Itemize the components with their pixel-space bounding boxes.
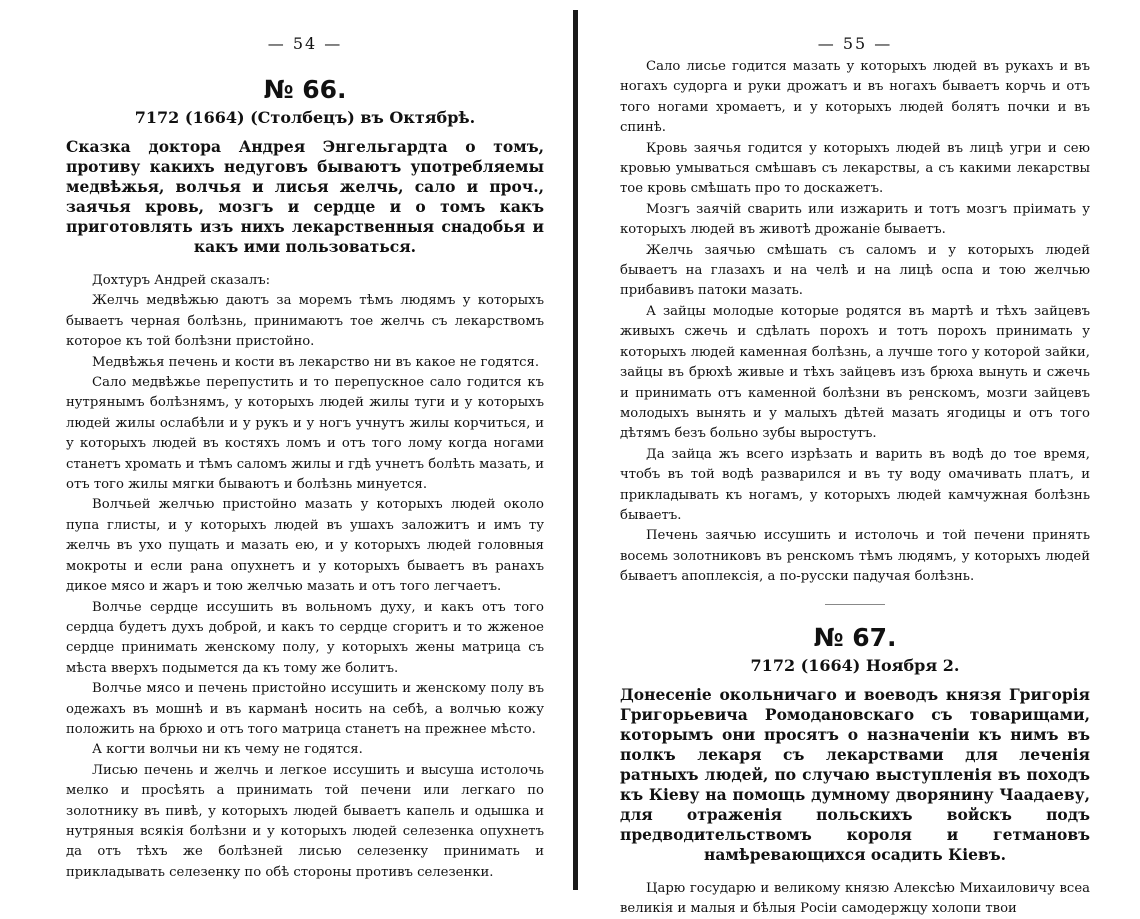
paragraph: Мозгъ заячій сварить или изжарить и тотъ мозгъ пріимать у которыхъ людей въ животѣ дрожаніе бываетъ. <box>620 201 1090 238</box>
paragraph: Сало медвѣжье перепустить и то перепускное сало годится къ нутрянымъ болѣзнямъ, у которыхъ людей жилы туги и у которыхъ людей жилы ослабѣли и у рукъ и у ногъ учнутъ жилы корчиться, и у которыхъ людей въ костяхъ ломъ и отъ того лому когда ногами станетъ хромать и тѣмъ саломъ жилы и гдѣ учнетъ болѣть мазать, и отъ того жилы мягки бываютъ и болѣзнь минуется. <box>66 375 544 493</box>
book-gutter <box>573 10 578 890</box>
page-number-right: — 55 — <box>817 34 893 53</box>
left-page <box>0 0 572 896</box>
section-divider <box>825 604 885 605</box>
paragraph: Волчье сердце иссушить въ вольномъ духу, и какъ отъ того сердца будетъ духъ доброй, и какъ то сердце сгоритъ и то жженое сердце принимать женскому полу, у которыхъ жены матрица съ мѣста вверхъ подымется да къ тому же болитъ. <box>66 599 544 676</box>
paragraph: А зайцы молодые которые родятся въ мартѣ и тѣхъ зайцевъ живыхъ сжечь и сдѣлать порохъ и тотъ порохъ принимать у которыхъ людей каменная болѣзнь, а лучше того у которой зайки, зайцы въ брюхѣ живые и тѣхъ зайцевъ изъ брюха вынуть и сжечь и принимать отъ каменной болѣзни въ ренскомъ, мозги зайцевъ молодыхъ вынять и у малыхъ дѣтей мазать ягодицы и отъ того дѣтямъ безъ больно зубы выростутъ. <box>620 303 1090 442</box>
paragraph: Лисью печень и желчь и легкое иссушить и высушa истолочь мелко и просѣять а принимать той печени или легкаго по золотнику въ пивѣ, у которыхъ людей бываетъ капель и одышка и нутряныя всякія болѣзни и у которыхъ людей селезенка опухнетъ да отъ тѣхъ же болѣзней лисью селезенку принимать и прикладывать селезенку по обѣ стороны противъ селезенки. <box>66 762 544 880</box>
closing-paragraph: Царю государю и великому князю Алексѣю Михаиловичу всеа великія и малыя и бѣлыя Росіи самодержцу холопи твои <box>620 880 1090 916</box>
paragraph: Да зайца жъ всего изрѣзать и варить въ водѣ до тое время, чтобъ въ той водѣ разварился и въ ту воду омачивать платъ, и прикладывать къ ногамъ, у которыхъ людей камчужная болѣзнь бываетъ. <box>620 446 1090 523</box>
paragraph: Волчьей желчью пристойно мазать у которыхъ людей около пупа глисты, и у которыхъ людей въ ушахъ заложитъ и имъ ту желчь въ ухо пущать и мазать ею, и у которыхъ людей головныя мокроты и если рана опухнетъ и у которыхъ бываетъ въ ранахъ дикое мясо и жаръ и тою желчью мазать и отъ того легчаетъ. <box>66 497 544 595</box>
paragraph: Сало лисье годится мазать у которыхъ людей въ рукахъ и въ ногахъ судорга и руки дрожатъ и въ ногахъ бываетъ корчь и отъ того ногами хромаетъ, и у которыхъ людей болятъ почки и въ спинѣ. <box>620 59 1090 136</box>
document-number-66: № 66. <box>263 75 347 104</box>
document-date-66: 7172 (1664) (Столбецъ) въ Октябрѣ. <box>134 108 476 127</box>
paragraph: Желчь медвѣжью даютъ за моремъ тѣмъ людямъ у которыхъ бываетъ черная болѣзнь, принимаютъ тое желчь съ лекарствомъ которое къ той болѣзни пристойно. <box>66 293 544 350</box>
document-title-66: Сказка доктора Андрея Энгельгардта о томъ, противу какихъ недуговъ бываютъ употребляемы медвѣжья, волчья и лисья желчь, сало и проч., заячья кровь, мозгъ и сердце и о томъ какъ приготовлять изъ нихъ лекарственныя снадобья и какъ ими пользоваться. <box>66 137 544 256</box>
paragraph: Кровь заячья годится у которыхъ людей въ лицѣ угри и сею кровью умываться смѣшавъ съ лекарствы, а съ какими лекарствы тое кровь смѣшать про то доскажетъ. <box>620 140 1090 197</box>
paragraph: Желчь заячью смѣшать съ саломъ и у которыхъ людей бываетъ на глазахъ и на челѣ и на лицѣ оспа и тою желчью прибавивъ патоки мазать. <box>620 242 1090 299</box>
paragraph: Медвѣжья печень и кости въ лекарство ни въ какое не годятся. <box>92 354 540 370</box>
document-date-67: 7172 (1664) Ноября 2. <box>750 655 960 675</box>
page-number-left: — 54 — <box>267 34 343 53</box>
paragraph: Печень заячью иссушить и истолочь и той печени принять восемь золотниковъ въ ренскомъ тѣмъ людямъ, у которыхъ людей бываетъ апоплексія, а по-русски падучая болѣзнь. <box>620 528 1090 585</box>
paragraph: А когти волчьи ни къ чему не годятся. <box>92 742 363 758</box>
speaker-line: Дохтуръ Андрей сказалъ: <box>92 273 271 288</box>
paragraph: Волчье мясо и печень пристойно иссушить и женскому полу въ одежахъ въ мошнѣ и въ карманѣ носить на себѣ, а волчью кожу положить на брюхо и отъ того матрица станетъ на прежнее мѣсто. <box>66 681 544 737</box>
right-page <box>580 0 1140 916</box>
document-number-67: № 67. <box>813 622 897 652</box>
document-title-67: Донесеніе окольничаго и воеводъ князя Григорія Григорьевича Ромодановскаго съ товарищами, которымъ они просятъ о назначеніи къ нимъ въ полкъ лекаря съ лекарствами для леченія ратныхъ людей, по случаю выступленія въ походъ къ Кіеву на помощь думному дворянину Чаадаеву, для отраженія польскихъ войскъ подъ предводительствомъ короля и гетмановъ намѣревающихся осадить Кіевъ. <box>620 684 1090 864</box>
